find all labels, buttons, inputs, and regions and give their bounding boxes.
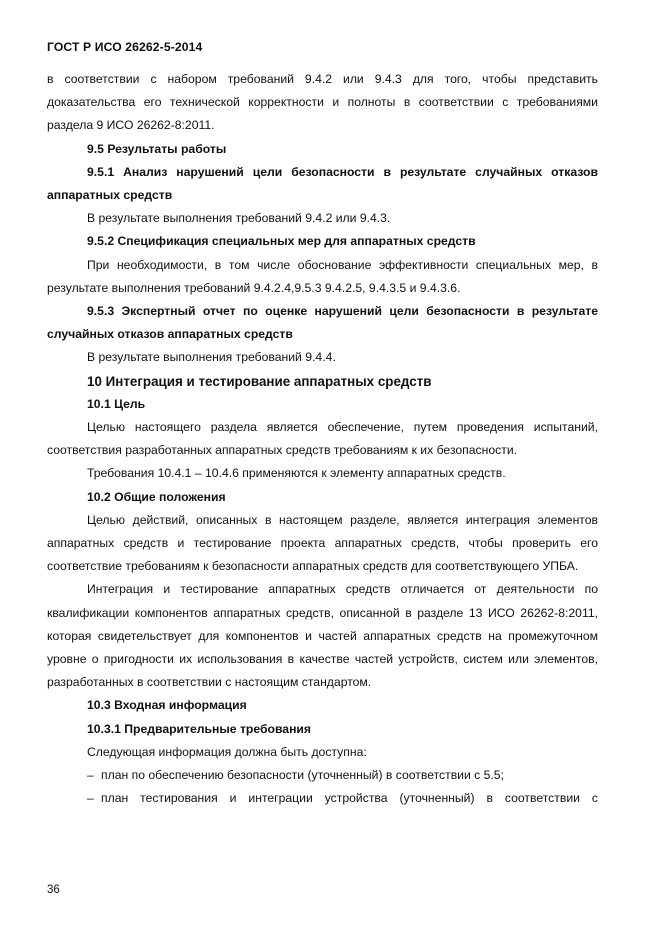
- section-heading-10-3: 10.3 Входная информация: [87, 698, 247, 713]
- section-heading-10-3-1: 10.3.1 Предварительные требования: [87, 721, 312, 736]
- page-content: [47, 68, 598, 811]
- paragraph: в соответствии с набором требований 9.4.2 или 9.4.3 для того, чтобы представить доказательства его технической корректности и полноты в соответствии с требованиями раздела 9 ИСО 26262-8:2011.: [47, 72, 598, 133]
- section-heading-10-1: 10.1 Цель: [87, 396, 146, 411]
- section-heading-9-5-2: 9.5.2 Спецификация специальных мер для аппаратных средств: [87, 234, 476, 249]
- paragraph: Целью настоящего раздела является обеспечение, путем проведения испытаний, соответствия разработанных аппаратных средств требованиям к их безопасности.: [47, 420, 598, 458]
- document-header: ГОСТ Р ИСО 26262-5-2014: [47, 40, 203, 54]
- paragraph: Следующая информация должна быть доступна:: [87, 744, 367, 759]
- section-heading-9-5-3: 9.5.3 Экспертный отчет по оценке нарушений цели безопасности в результате случайных отказов аппаратных средств: [47, 304, 598, 342]
- paragraph: В результате выполнения требований 9.4.2 или 9.4.3.: [87, 211, 391, 226]
- dash-bullet: –: [87, 768, 94, 783]
- section-heading-9-5: 9.5 Результаты работы: [87, 141, 227, 156]
- dash-bullet: –: [87, 791, 94, 806]
- section-heading-10-2: 10.2 Общие положения: [87, 489, 226, 504]
- page-number: 36: [47, 884, 60, 896]
- list-item-text: план по обеспечению безопасности (уточненный) в соответствии с 5.5;: [101, 768, 504, 783]
- section-heading-9-5-1: 9.5.1 Анализ нарушений цели безопасности в результате случайных отказов аппаратных средств: [47, 164, 598, 203]
- list-item-text: план тестирования и интеграции устройства (уточненный) в соответствии с: [101, 791, 598, 806]
- paragraph: При необходимости, в том числе обоснование эффективности специальных мер, в результате выполнения требований 9.4.2.4,9.5.3 9.4.2.5, 9.4.3.5 и 9.4.3.6.: [47, 257, 598, 295]
- paragraph: Интеграция и тестирование аппаратных средств отличается от деятельности по квалификации компонентов аппаратных средств, описанной в разделе 13 ИСО 26262-8:2011, которая свидетельствует для компонентов и частей аппаратных средств на промежуточном уровне о пригодности их использования в качестве частей устройств, систем или элементов, разработанных в соответствии с настоящим стандартом.: [47, 582, 598, 690]
- paragraph: В результате выполнения требований 9.4.4.: [87, 350, 336, 365]
- paragraph: Целью действий, описанных в настоящем разделе, является интеграция элементов аппаратных средств и тестирование проекта аппаратных средств, чтобы проверить его соответствие требованиям к безопасности аппаратных средств для соответствующего УПБА.: [47, 512, 598, 574]
- paragraph: Требования 10.4.1 – 10.4.6 применяются к элементу аппаратных средств.: [87, 466, 506, 481]
- list-item: [47, 764, 598, 787]
- list-item: [47, 787, 598, 810]
- chapter-heading-10: 10 Интеграция и тестирование аппаратных средств: [87, 373, 432, 389]
